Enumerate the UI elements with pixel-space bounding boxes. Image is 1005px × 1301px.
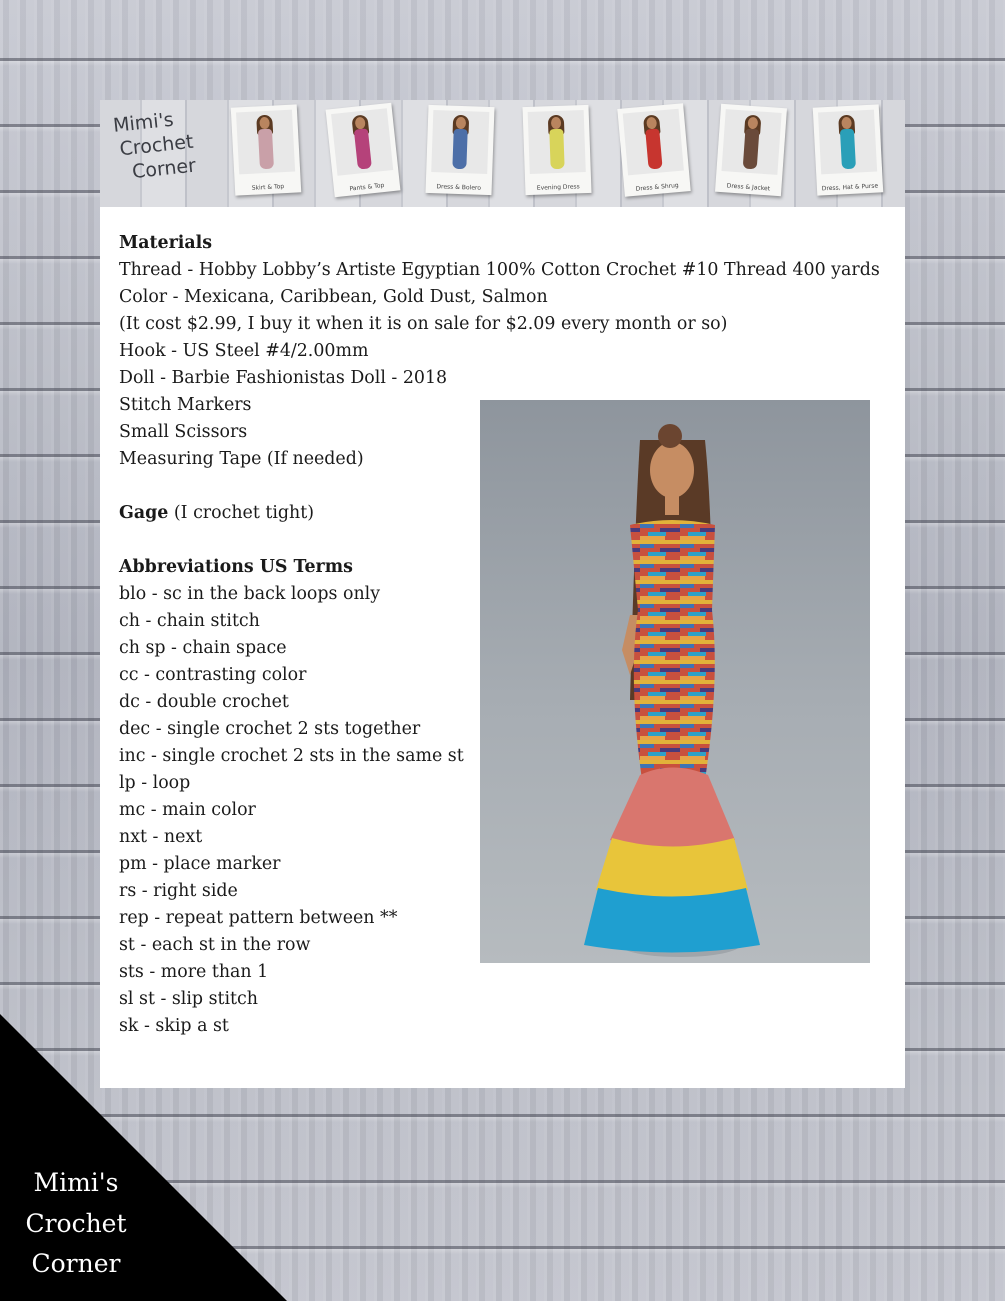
- thumbnail-photo: [331, 108, 393, 176]
- abbreviation-item: mc - main color: [119, 800, 256, 820]
- materials-item: Color - Mexicana, Caribbean, Gold Dust, Salmon: [119, 287, 548, 307]
- thumbnail-caption: Dress & Bolero: [436, 183, 482, 192]
- materials-heading: Materials: [119, 233, 213, 253]
- banner-logo-line-2: Crochet: [118, 130, 195, 161]
- ruffle-salmon: [610, 768, 735, 851]
- abbreviation-item: lp - loop: [119, 773, 191, 793]
- banner-logo: [112, 103, 229, 186]
- abbreviation-item: inc - single crochet 2 sts in the same st: [119, 746, 464, 766]
- banner-thumbnail[interactable]: [522, 105, 591, 195]
- banner-thumbnail[interactable]: [326, 103, 401, 197]
- abbreviation-item: sl st - slip stitch: [119, 989, 258, 1009]
- ruffle-gold: [596, 838, 748, 900]
- thumbnail-photo: [528, 110, 586, 174]
- abbreviation-item: cc - contrasting color: [119, 665, 307, 685]
- materials-item: Thread - Hobby Lobby’s Artiste Egyptian 100% Cotton Crochet #10 Thread 400 yards: [119, 260, 880, 280]
- abbreviation-item: blo - sc in the back loops only: [119, 584, 381, 604]
- abbreviation-item: nxt - next: [119, 827, 203, 847]
- thumbnail-photo: [818, 110, 877, 175]
- thumbnail-caption: Dress, Hat & Purse: [821, 182, 879, 193]
- ruffle-blue: [584, 888, 760, 953]
- banner-logo-line-1: Mimi's: [112, 108, 175, 137]
- dress-bodice: [630, 520, 715, 780]
- corner-logo-line-3: Corner: [31, 1249, 121, 1278]
- thumbnail-caption: Evening Dress: [536, 183, 580, 192]
- banner-thumbnail[interactable]: [231, 104, 302, 195]
- doll-face: [650, 442, 694, 498]
- gage-note: (I crochet tight): [168, 503, 314, 523]
- thumbnail-photo: [431, 110, 489, 174]
- banner-logo-line-3: Corner: [131, 154, 197, 184]
- header-banner: [100, 100, 905, 207]
- corner-logo-line-2: Crochet: [25, 1208, 127, 1238]
- banner-thumbnail[interactable]: [715, 104, 787, 196]
- thumbnail-caption: Dress & Jacket: [726, 182, 771, 193]
- thumbnail-caption: Skirt & Top: [251, 183, 285, 192]
- materials-item: Stitch Markers: [119, 395, 252, 415]
- banner-thumbnail[interactable]: [813, 104, 884, 195]
- materials-item: Hook - US Steel #4/2.00mm: [119, 341, 369, 361]
- abbreviation-item: dec - single crochet 2 sts together: [119, 719, 421, 739]
- abbreviations-heading: Abbreviations US Terms: [119, 557, 353, 577]
- abbreviation-item: rs - right side: [119, 881, 238, 901]
- materials-item: Measuring Tape (If needed): [119, 449, 364, 469]
- thumbnail-photo: [721, 109, 781, 175]
- corner-logo: [16, 1163, 136, 1285]
- abbreviation-item: pm - place marker: [119, 854, 281, 874]
- doll-illustration: [480, 400, 870, 963]
- gage-label: Gage: [119, 503, 169, 523]
- banner-thumbnail[interactable]: [617, 103, 690, 196]
- doll-hair-bun: [658, 424, 682, 448]
- materials-item: Small Scissors: [119, 422, 248, 442]
- pattern-card: [100, 100, 905, 1088]
- abbreviation-item: st - each st in the row: [119, 935, 311, 955]
- thumbnail-caption: Dress & Shrug: [635, 181, 680, 193]
- abbreviation-item: sk - skip a st: [119, 1016, 229, 1036]
- materials-item: Doll - Barbie Fashionistas Doll - 2018: [119, 368, 448, 388]
- abbreviation-item: ch - chain stitch: [119, 611, 260, 631]
- corner-logo-line-1: Mimi's: [33, 1168, 119, 1197]
- abbreviation-item: dc - double crochet: [119, 692, 289, 712]
- abbreviation-item: sts - more than 1: [119, 962, 269, 982]
- thumbnail-caption: Pants & Top: [349, 181, 385, 193]
- thumbnail-photo: [236, 110, 295, 175]
- doll-dress-photo: [480, 400, 870, 963]
- materials-item: (It cost $2.99, I buy it when it is on sale for $2.09 every month or so): [119, 314, 728, 334]
- abbreviation-item: ch sp - chain space: [119, 638, 287, 658]
- banner-thumbnail[interactable]: [425, 105, 494, 195]
- thumbnail-photo: [623, 109, 684, 176]
- abbreviation-item: rep - repeat pattern between **: [119, 908, 398, 928]
